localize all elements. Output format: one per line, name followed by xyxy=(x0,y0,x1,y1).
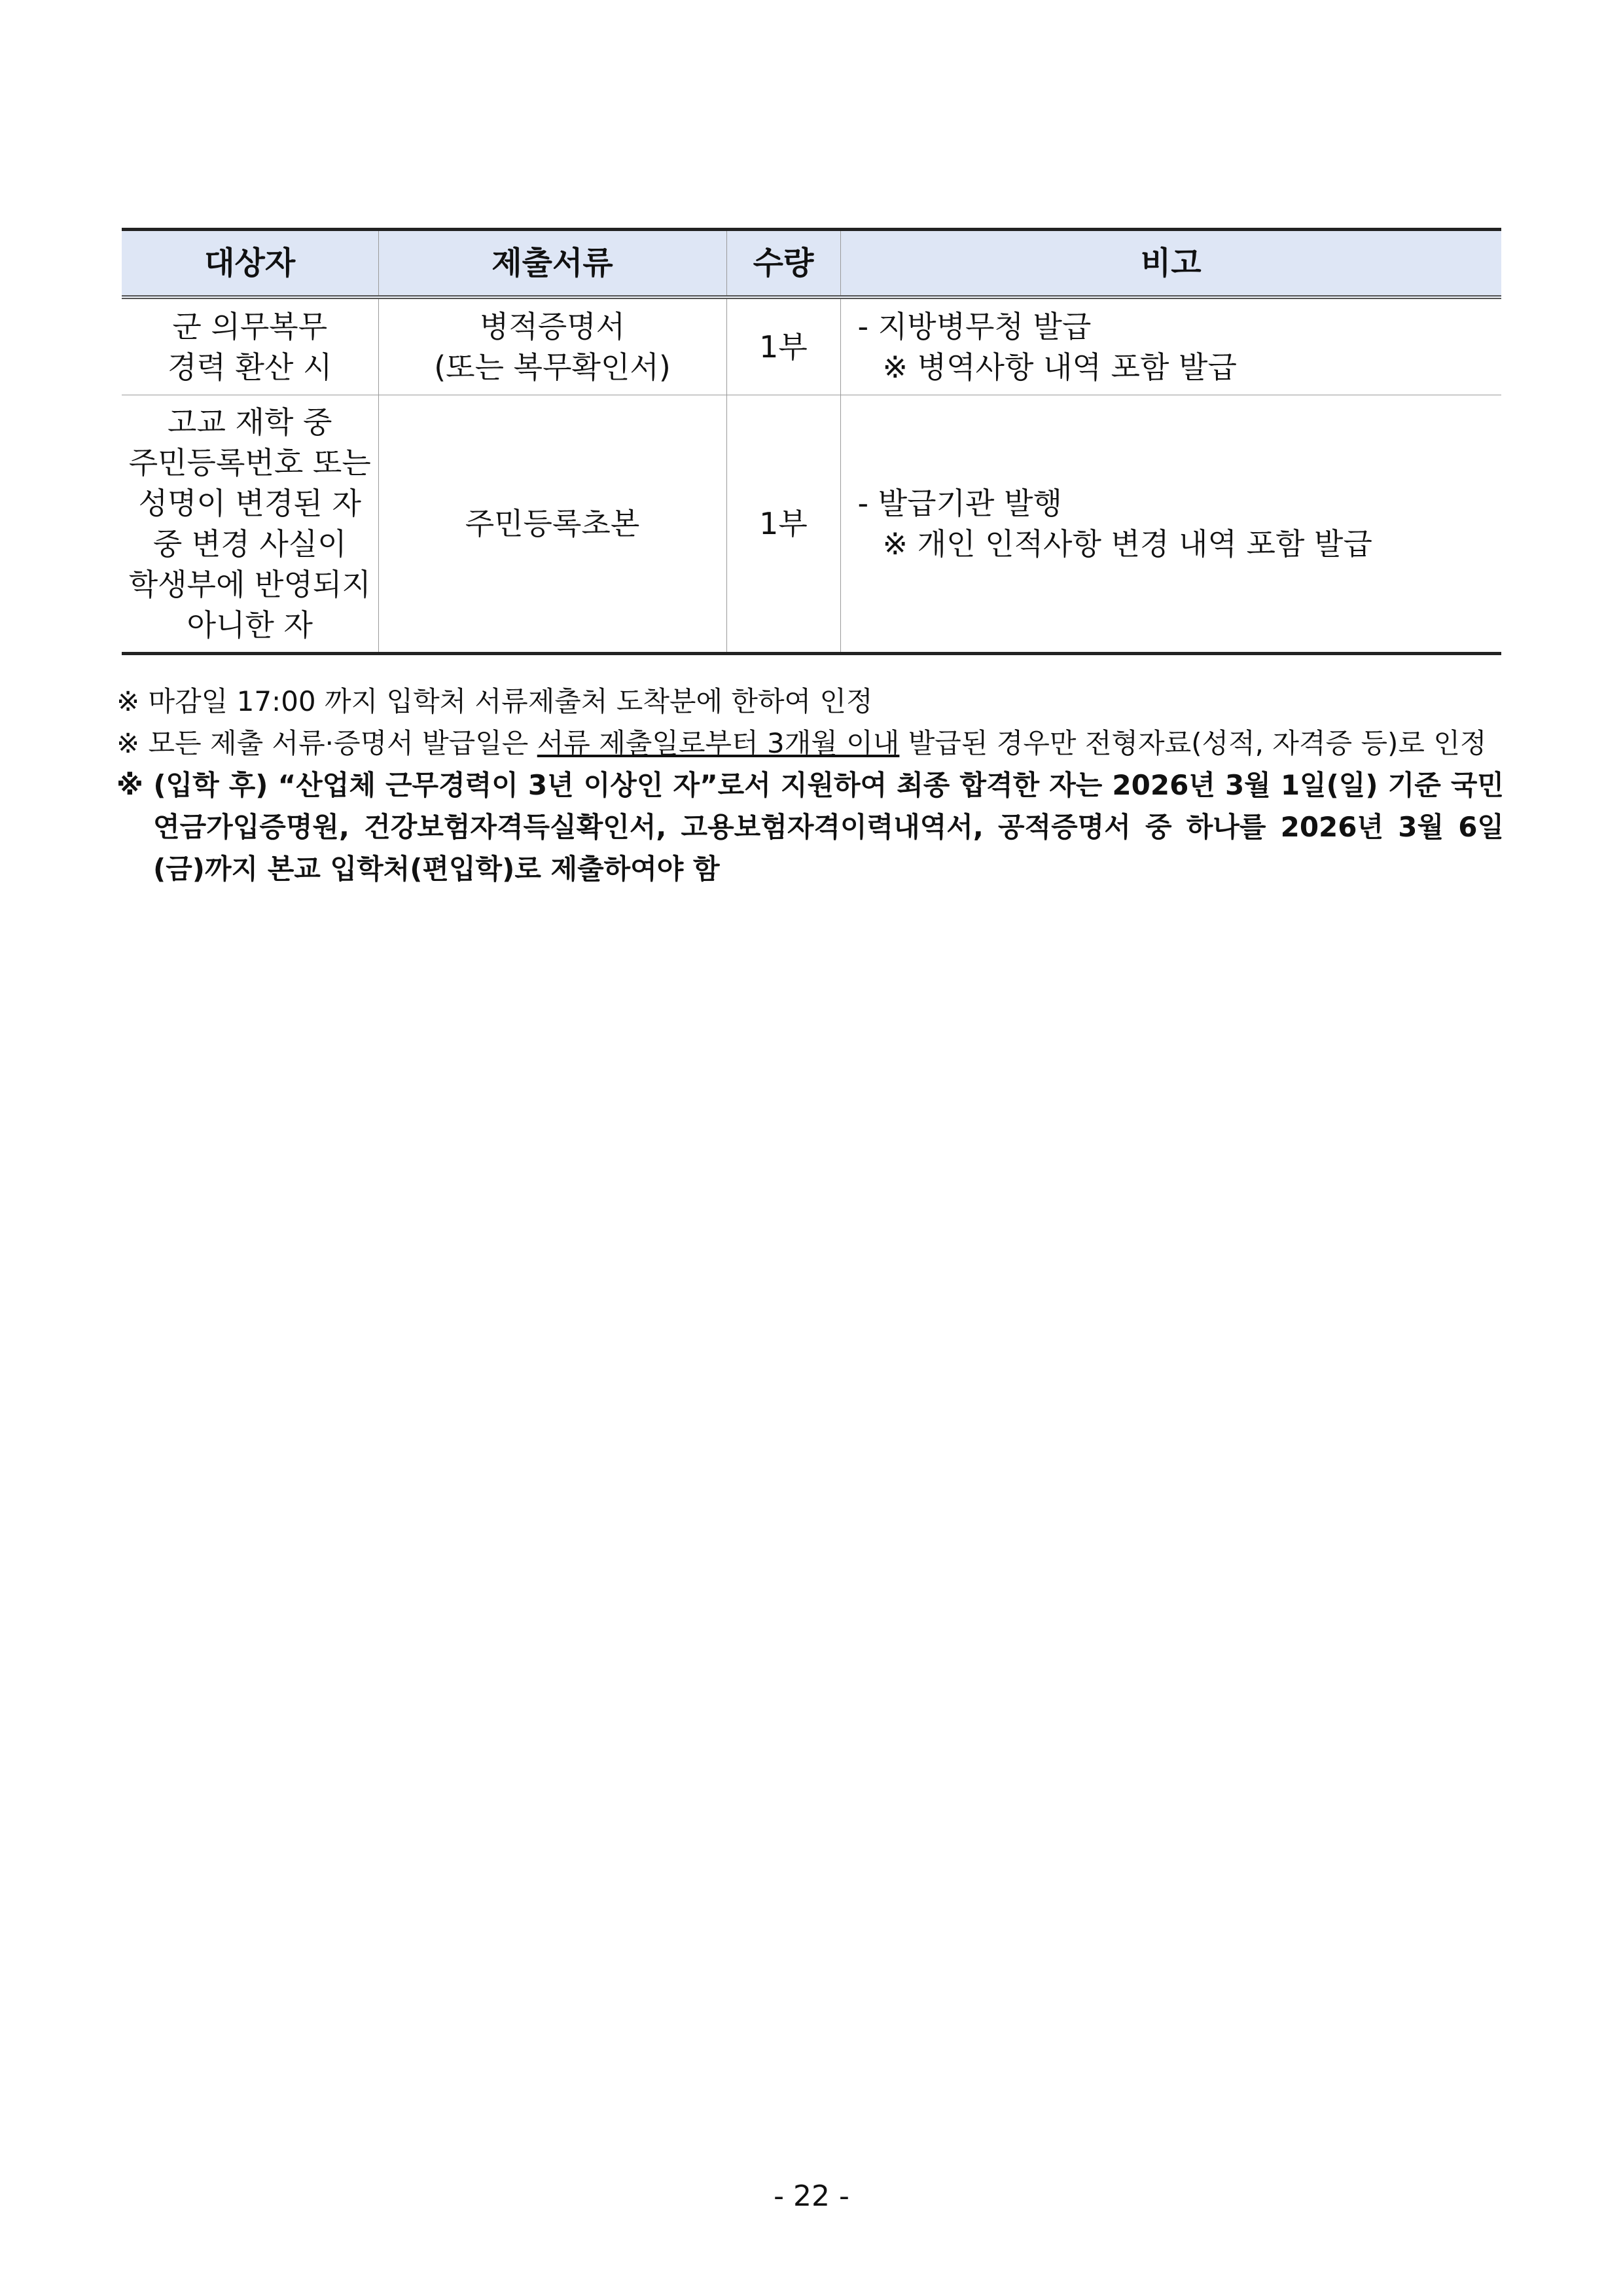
cell-text: 병적증명서 xyxy=(479,309,626,344)
cell-text: 군 의무복무 xyxy=(172,309,328,344)
note-deadline: ※ 마감일 17:00 까지 입학처 서류제출처 도착분에 한하여 인정 xyxy=(116,685,873,717)
note-post-admission: ※ (입학 후) “산업체 근무경력이 3년 이상인 자”로서 지원하여 최종 합격한 자는 2026년 3월 1일(일) 기준 국민연금가입증명원, 건강보험자격득실확인서, 고용보험자격이력내역서, 공적증명서 중 하나를 2026년 3월 6일(금)까지 본교 입학처(편입학)로 제출하여야 함 xyxy=(116,769,1504,885)
cell-text: - 지방병무청 발급 xyxy=(857,309,1092,344)
header-target: 대상자 xyxy=(122,230,378,298)
cell-quantity: 1부 xyxy=(726,297,840,395)
cell-text: ※ 개인 인적사항 변경 내역 포함 발급 xyxy=(882,526,1372,562)
table-row xyxy=(122,297,1501,395)
cell-document xyxy=(378,297,726,395)
header-remark: 비고 xyxy=(840,230,1501,298)
note-validity-prefix: ※ 모든 제출 서류·증명서 발급일은 xyxy=(116,727,537,759)
cell-text: 성명이 변경된 자 xyxy=(138,486,361,521)
cell-text: ※ 병역사항 내역 포함 발급 xyxy=(882,350,1237,385)
cell-target xyxy=(122,395,378,654)
cell-text: 주민등록초본 xyxy=(465,506,640,541)
cell-quantity: 1부 xyxy=(726,395,840,654)
cell-text: - 발급기관 발행 xyxy=(857,486,1062,521)
cell-text: 고교 재학 중 xyxy=(168,404,332,440)
cell-remark xyxy=(840,395,1501,654)
table-row xyxy=(122,395,1501,654)
notes-section xyxy=(116,681,1504,890)
header-quantity: 수량 xyxy=(726,230,840,298)
cell-text: 아니한 자 xyxy=(187,607,313,643)
cell-text: 주민등록번호 또는 xyxy=(128,445,371,480)
cell-text: (또는 복무확인서) xyxy=(434,350,671,385)
cell-text: 학생부에 반영되지 xyxy=(128,567,371,602)
cell-remark xyxy=(840,297,1501,395)
table-header-row xyxy=(122,230,1501,298)
page-number: - 22 - xyxy=(774,2179,849,2213)
note-validity-suffix: 발급된 경우만 전형자료(성적, 자격증 등)로 인정 xyxy=(899,727,1487,759)
header-document: 제출서류 xyxy=(378,230,726,298)
cell-target xyxy=(122,297,378,395)
required-documents-table xyxy=(122,228,1501,655)
cell-text: 중 변경 사실이 xyxy=(152,526,347,562)
cell-text: 경력 환산 시 xyxy=(168,350,332,385)
cell-document xyxy=(378,395,726,654)
note-validity-underlined: 서류 제출일로부터 3개월 이내 xyxy=(537,727,900,759)
note-validity xyxy=(116,723,1504,764)
